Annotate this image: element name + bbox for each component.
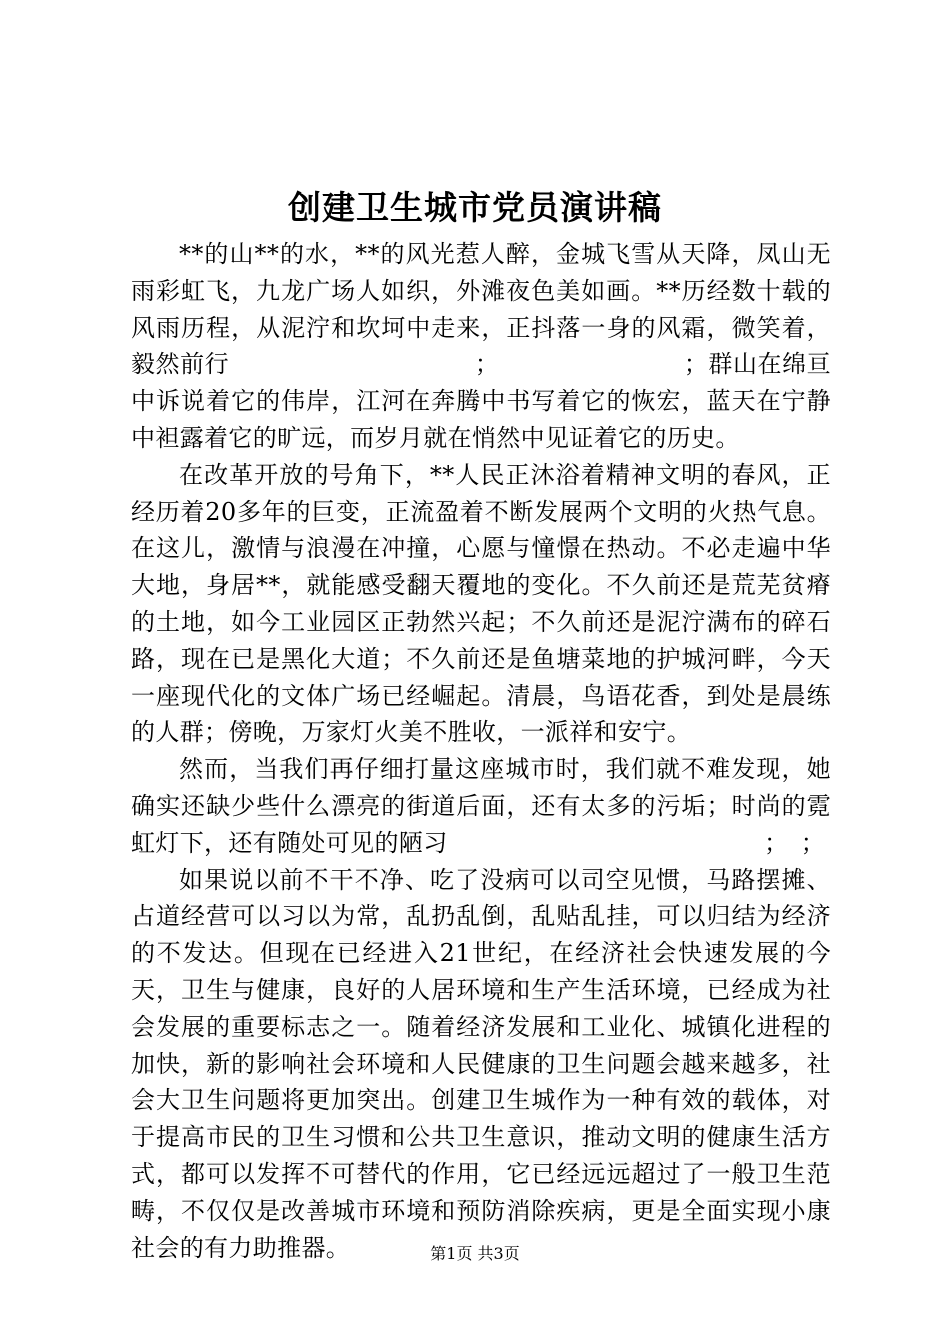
paragraph-4: 如果说以前不干不净、吃了没病可以司空见惯，马路摆摊、占道经营可以习以为常，乱扔乱倒，乱贴乱挂，可以归结为经济的不发达。但现在已经进入21世纪，在经济社会快速发展的今天，卫生与健康，良好的人居环境和生产生活环境，已经成为社会发展的重要标志之一。随着经济发展和工业化、城镇化进程的加快，新的影响社会环境和人民健康的卫生问题会越来越多，社会大卫生问题将更加突出。创建卫生城作为一种有效的载体，对于提高市民的卫生习惯和公共卫生意识，推动文明的健康生活方式，都可以发挥不可替代的作用，它已经远远超过了一般卫生范畴，不仅仅是改善城市环境和预防消除疾病，更是全面实现小康社会的有力助推器。 xyxy=(131,865,831,1262)
document-title: 创建卫生城市党员演讲稿 xyxy=(288,188,662,227)
paragraph-3: 然而，当我们再仔细打量这座城市时，我们就不难发现，她确实还缺少些什么漂亮的街道后面，还有太多的污垢；时尚的霓虹灯下，还有随处可见的陋习 ； ； xyxy=(131,755,831,857)
page-number-footer: 第1页 共3页 xyxy=(430,1244,520,1263)
paragraph-1: **的山**的水，**的风光惹人醉，金城飞雪从天降，凤山无雨彩虹飞，九龙广场人如织，外滩夜色美如画。**历经数十载的风雨历程，从泥泞和坎坷中走来，正抖落一身的风霜，微笑着，毅然前行 ； ；群山在绵亘中诉说着它的伟岸，江河在奔腾中书写着它的恢宏，蓝天在宁静中袒露着它的旷远，而岁月就在悄然中见证着它的历史。 xyxy=(131,240,831,452)
document-body xyxy=(131,236,831,1266)
paragraph-2: 在改革开放的号角下，**人民正沐浴着精神文明的春风，正经历着20多年的巨变，正流盈着不断发展两个文明的火热气息。在这儿，激情与浪漫在冲撞，心愿与憧憬在热动。不必走遍中华大地，身居**，就能感受翻天覆地的变化。不久前还是荒芜贫瘠的土地，如今工业园区正勃然兴起；不久前还是泥泞满布的碎石路，现在已是黑化大道；不久前还是鱼塘菜地的护城河畔，今天一座现代化的文体广场已经崛起。清晨，鸟语花香，到处是晨练的人群；傍晚，万家灯火美不胜收，一派祥和安宁。 xyxy=(131,460,831,747)
